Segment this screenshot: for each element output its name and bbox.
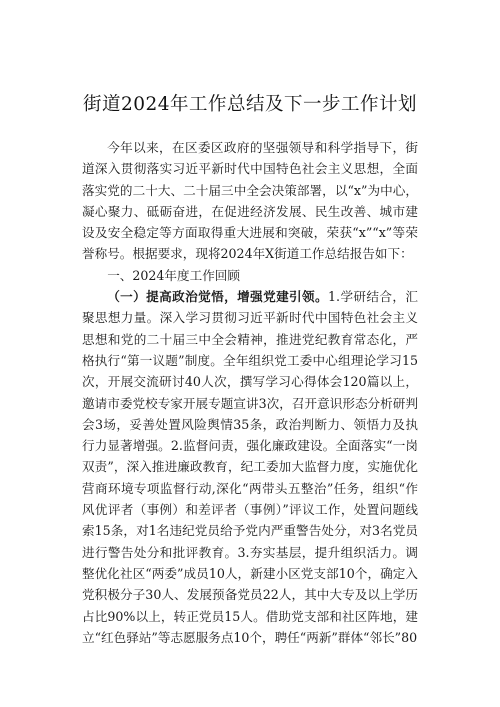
subsection-text-politics: 1.学研结合，汇聚思想力量。深入学习贯彻习近平新时代中国特色社会主义思想和党的二十届三中全会精神，推进党纪教育常态化，严格执行“第一议题”制度。全年组织党工委中心组理论学习15次，开展交流研讨40人次，撰写学习心得体会120篇以上，邀请市委党校专家开展专题宣讲3次，召开意识形态分析研判会3场，妥善处置风险舆情35条，政治判断力、领悟力及执行力显著增强。2.监督问责，强化廉政建设。全面落实“一岗双责”，深入推进廉政教育，纪工委加大监督力度，实施优化营商环境专项监督行动,深化“两带头五整治”任务，组织“作风优评者（事例）和差评者（事例）”评议工作，处置问题线索15条，对1名违纪党员给予党内严重警告处分，对3名党员进行警告处分和批评教育。3.夯实基层，提升组织活力。调整优化社区“两委”成员10人，新建小区党支部10个，确定入党积极分子30人、发展预备党员22人，其中大专及以上学历占比90%以上，转正党员15人。借助党支部和社区阵地，建立“红色驿站”等志愿服务点10个，聘任“两新”群体“邻长”80 [82, 289, 418, 645]
intro-paragraph: 今年以来，在区委区政府的坚强领导和科学指导下，街道深入贯彻落实习近平新时代中国特色社会主义思想，全面落实党的二十大、二十届三中全会决策部署，以“x”为中心，凝心聚力、砥砺奋进，在促进经济发展、民生改善、城市建设及安全稳定等方面取得重大进展和突破，荣获“x”“x”等荣誉称号。根据要求，现将2024年X街道工作总结报告如下： [82, 140, 418, 262]
document-title: 街道2024年工作总结及下一步工作计划 [82, 94, 418, 115]
subsection-heading-politics: （一）提高政治觉悟，增强党建引领。 [107, 289, 329, 305]
section-heading-review: 一、2024年度工作回顾 [107, 267, 240, 283]
section-paragraph-party-building [82, 286, 418, 648]
document-body [82, 137, 418, 648]
